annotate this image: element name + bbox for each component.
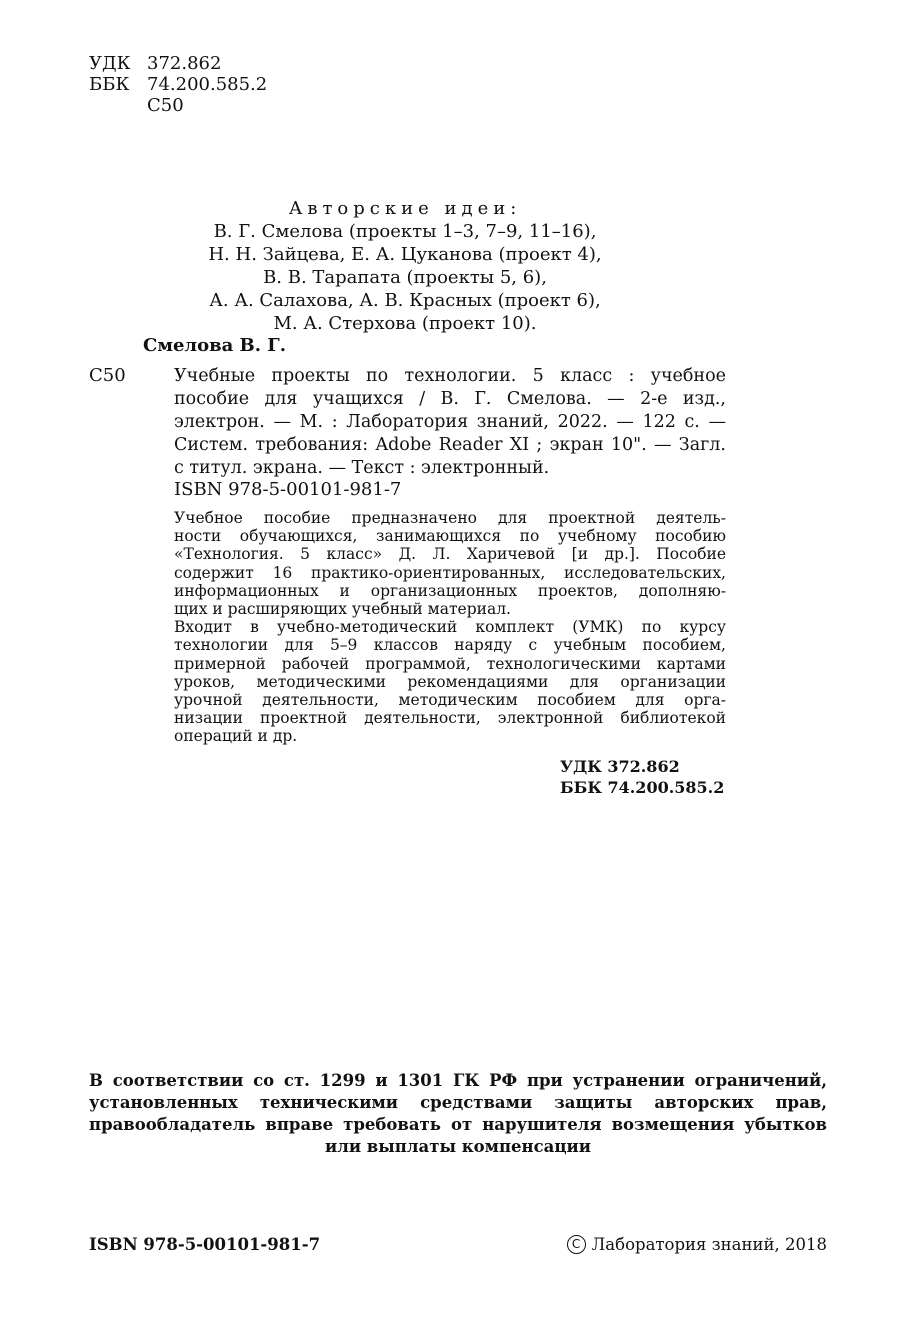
authors-line: В. Г. Смелова (проекты 1–3, 7–9, 11–16), <box>213 221 597 242</box>
annotation-line: содержит 16 практико-ориентированных, исследовательских, <box>174 563 726 582</box>
bbk-row <box>89 74 267 95</box>
author-code: С50 <box>147 95 184 116</box>
udk-bottom: УДК 372.862 <box>560 757 680 776</box>
annotation-line: «Технология. 5 класс» Д. Л. Харичевой [и др.]. Пособие <box>174 545 726 564</box>
annotation-paragraph-2 <box>174 618 726 745</box>
copyright-icon: C <box>567 1235 586 1254</box>
annotation <box>174 509 726 746</box>
udk-row <box>89 53 267 74</box>
annotation-line: щих и расширяющих учебный материал. <box>174 600 511 619</box>
entry-code: С50 <box>89 365 126 386</box>
annotation-line: уроков, методическими рекомендациями для организации <box>174 672 726 691</box>
classification-block <box>89 53 267 116</box>
notice-line: В соответствии со ст. 1299 и 1301 ГК РФ при устранении ограничений, <box>89 1071 827 1090</box>
legal-notice <box>89 1070 827 1158</box>
annotation-line: Учебное пособие предназначено для проектной деятель- <box>174 509 726 527</box>
annotation-line: технологии для 5–9 классов наряду с учебным пособием, <box>174 636 726 655</box>
bbk-label: ББК <box>89 74 130 95</box>
notice-line: или выплаты компенсации <box>324 1137 592 1156</box>
annotation-line: низации проектной деятельности, электронной библиотекой <box>174 709 726 728</box>
annotation-paragraph-1 <box>174 509 726 618</box>
authors-heading: Авторские идеи: <box>288 198 522 219</box>
classification-codes-bottom <box>560 756 724 798</box>
bbk-value: 74.200.585.2 <box>147 74 268 95</box>
annotation-line: примерной рабочей программой, технологическими картами <box>174 654 726 673</box>
authors-line: М. А. Стерхова (проект 10). <box>273 313 537 334</box>
author-code-row <box>89 95 267 116</box>
annotation-line: операций и др. <box>174 727 298 746</box>
udk-value: 372.862 <box>147 53 222 74</box>
notice-line: установленных техническими средствами защиты авторских прав, <box>89 1093 827 1112</box>
bibliographic-description: Учебные проекты по технологии. 5 класс : учебное пособие для учащихся / В. Г. Смелова. — 2-е изд., электрон. — М. : Лаборатория знаний, 2022. — 122 с. — Систем. требования: Adobe Reader XI ; экран 10". — Загл. с титул. экрана. — Текст : электронный. <box>174 366 726 478</box>
notice-line: правообладатель вправе требовать от нарушителя возмещения убытков <box>89 1115 827 1134</box>
footer-isbn: ISBN 978-5-00101-981-7 <box>89 1235 321 1254</box>
annotation-line: ности обучающихся, занимающихся по учебному пособию <box>174 527 726 546</box>
footer-copyright <box>567 1235 827 1254</box>
authors-line: А. А. Салахова, А. В. Красных (проект 6), <box>209 290 601 311</box>
annotation-line: Входит в учебно-методический комплект (УМК) по курсу <box>174 618 726 637</box>
udk-label: УДК <box>89 53 131 74</box>
annotation-line: урочной деятельности, методическим пособием для орга- <box>174 691 726 710</box>
bbk-bottom: ББК 74.200.585.2 <box>560 778 725 797</box>
main-author: Смелова В. Г. <box>143 335 286 356</box>
authors-line: В. В. Тарапата (проекты 5, 6), <box>263 267 547 288</box>
copyright-text: Лаборатория знаний, 2018 <box>591 1235 827 1254</box>
isbn-line: ISBN 978-5-00101-981-7 <box>174 479 402 500</box>
authors-line: Н. Н. Зайцева, Е. А. Цуканова (проект 4), <box>208 244 602 265</box>
annotation-line: информационных и организационных проектов, дополняю- <box>174 581 726 600</box>
authors-block <box>120 197 690 335</box>
